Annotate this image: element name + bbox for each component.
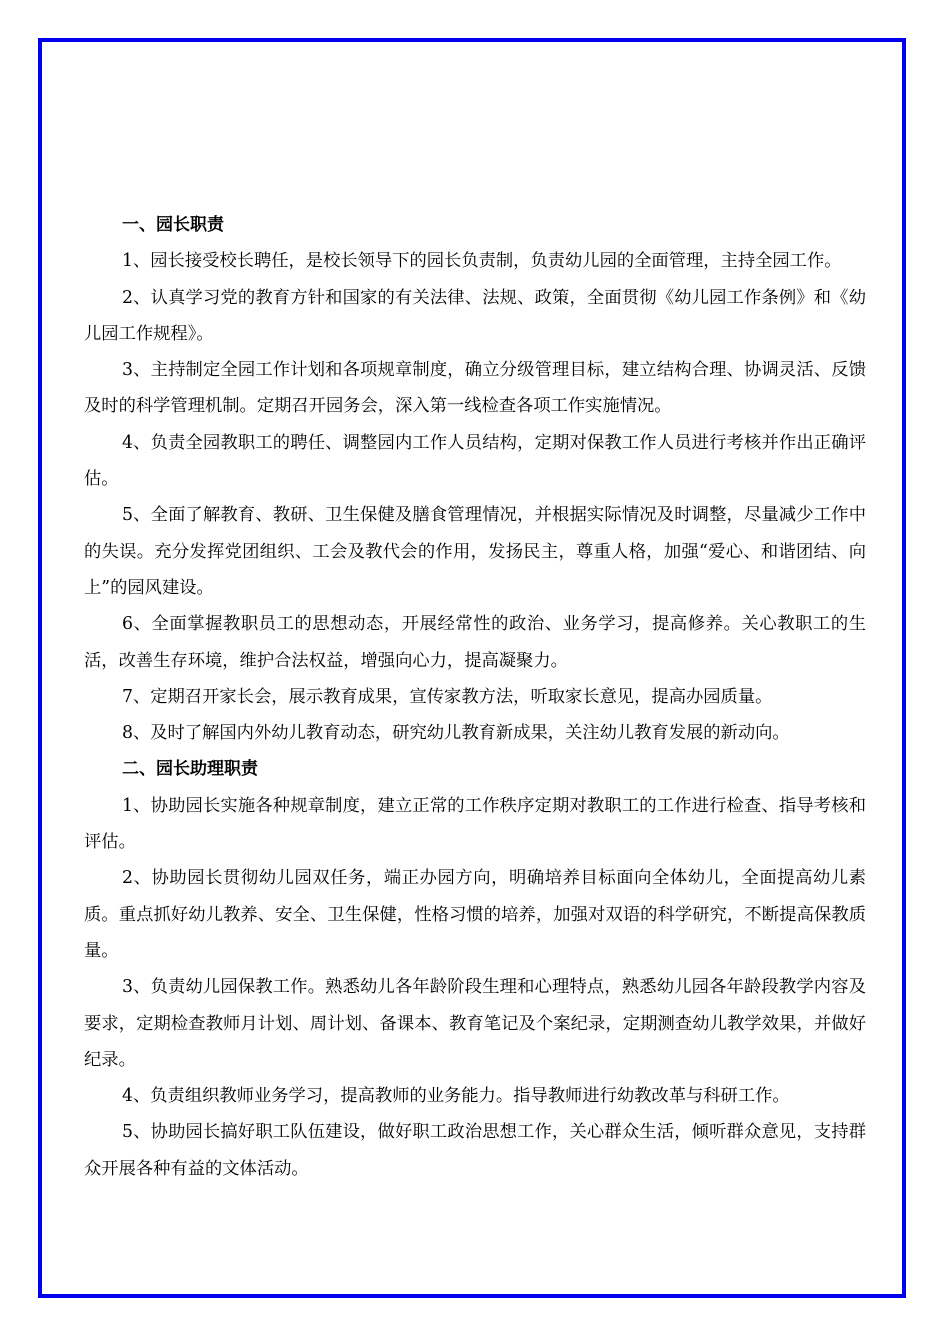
assistant-duty-2: 2、协助园长贯彻幼儿园双任务，端正办园方向，明确培养目标面向全体幼儿，全面提高幼儿素质。重点抓好幼儿教养、安全、卫生保健，性格习惯的培养，加强对双语的科学研究，不断提高保教质量。 <box>84 868 866 961</box>
assistant-duty-1: 1、协助园长实施各种规章制度，建立正常的工作秩序定期对教职工的工作进行检查、指导考核和评估。 <box>84 795 866 853</box>
principal-duty-2: 2、认真学习党的教育方针和国家的有关法律、法规、政策，全面贯彻《幼儿园工作条例》和《幼儿园工作规程》。 <box>84 287 866 344</box>
principal-duty-8: 8、及时了解国内外幼儿教育动态，研究幼儿教育新成果，关注幼儿教育发展的新动向。 <box>122 723 790 744</box>
assistant-duty-3: 3、负责幼儿园保教工作。熟悉幼儿各年龄阶段生理和心理特点，熟悉幼儿园各年龄段教学内容及要求，定期检查教师月计划、周计划、备课本、教育笔记及个案纪录，定期测查幼儿教学效果，并做好纪录。 <box>84 977 866 1070</box>
principal-duty-5: 5、全面了解教育、教研、卫生保健及膳食管理情况，并根据实际情况及时调整，尽量减少工作中的失误。充分发挥党团组织、工会及教代会的作用，发扬民主，尊重人格，加强“爱心、和谐团结、向上”的园风建设。 <box>84 505 866 598</box>
principal-duty-4: 4、负责全园教职工的聘任、调整园内工作人员结构，定期对保教工作人员进行考核并作出正确评估。 <box>84 432 866 490</box>
principal-duty-1: 1、园长接受校长聘任，是校长领导下的园长负责制，负责幼儿园的全面管理，主持全园工作。 <box>122 251 842 272</box>
principal-duty-7: 7、定期召开家长会，展示教育成果，宣传家教方法，听取家长意见，提高办园质量。 <box>122 686 773 707</box>
assistant-duty-4: 4、负责组织教师业务学习，提高教师的业务能力。指导教师进行幼教改革与科研工作。 <box>122 1086 790 1107</box>
section-heading-principal-duties: 一、园长职责 <box>122 215 224 235</box>
principal-duty-3: 3、主持制定全园工作计划和各项规章制度，确立分级管理目标，建立结构合理、协调灵活、反馈及时的科学管理机制。定期召开园务会，深入第一线检查各项工作实施情况。 <box>84 360 866 417</box>
document-body <box>84 207 866 1187</box>
section-heading-assistant-duties: 二、园长助理职责 <box>122 759 258 780</box>
principal-duty-6: 6、全面掌握教职员工的思想动态，开展经常性的政治、业务学习，提高修养。关心教职工的生活，改善生存环境，维护合法权益，增强向心力，提高凝聚力。 <box>84 614 866 671</box>
assistant-duty-5: 5、协助园长搞好职工队伍建设，做好职工政治思想工作，关心群众生活，倾听群众意见，支持群众开展各种有益的文体活动。 <box>84 1122 866 1179</box>
